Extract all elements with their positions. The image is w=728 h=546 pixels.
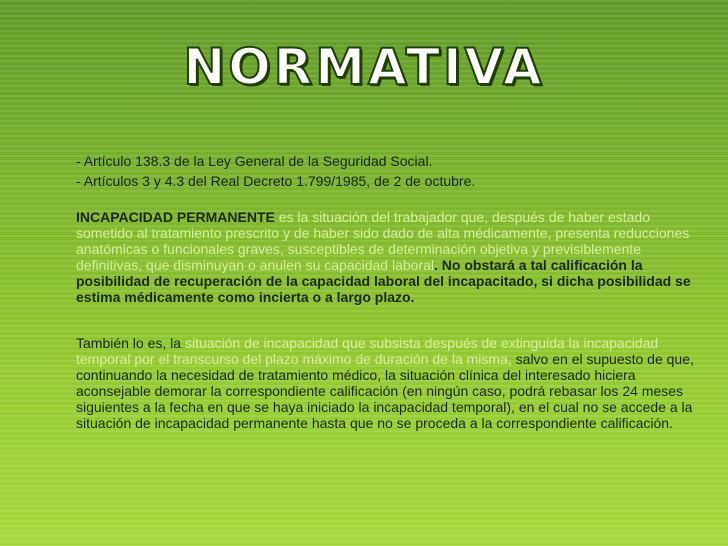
slide-title: NORMATIVA	[183, 38, 545, 96]
legal-references	[76, 151, 696, 191]
secondary-highlight: situación de incapacidad que subsista después de extinguida la incapacidad temporal por el transcurso del plazo máximo de duración de la misma,	[76, 335, 659, 367]
reference-item-real-decreto: - Artículos 3 y 4.3 del Real Decreto 1.799/1985, de 2 de octubre.	[76, 173, 476, 189]
secondary-intro: También lo es, la	[76, 335, 185, 351]
secondary-rest: salvo en el supuesto de que, continuando la necesidad de tratamiento médico, la situación clínica del interesado hiciera aconsejable demorar la correspondiente calificación (en ningún caso, podrá rebasar los 24 meses siguientes a la fecha en que se haya iniciado la incapacidad temporal), en el cual no se accede a la situación de incapacidad permanente hasta que no se proceda a la correspondiente calificación.	[76, 351, 694, 431]
definition-rest: . No obstará a tal calificación la posibilidad de recuperación de la capacidad laboral del incapacitado, si dicha posibilidad se estima médicamente como incierta o a largo plazo.	[76, 257, 691, 305]
definition-highlight: es la situación del trabajador que, después de haber estado sometido al tratamiento prescrito y de haber sido dado de alta médicamente, presenta reducciones anatómicas o funcionales graves, susceptibles de determinación objetiva y previsiblemente definitivas, que disminuyan o anulen su capacidad laboral	[76, 209, 690, 273]
secondary-paragraph	[76, 335, 700, 431]
reference-item-lgss: - Artículo 138.3 de la Ley General de la Seguridad Social.	[76, 153, 433, 169]
definition-paragraph	[76, 209, 700, 305]
defined-term: INCAPACIDAD PERMANENTE	[76, 209, 275, 225]
